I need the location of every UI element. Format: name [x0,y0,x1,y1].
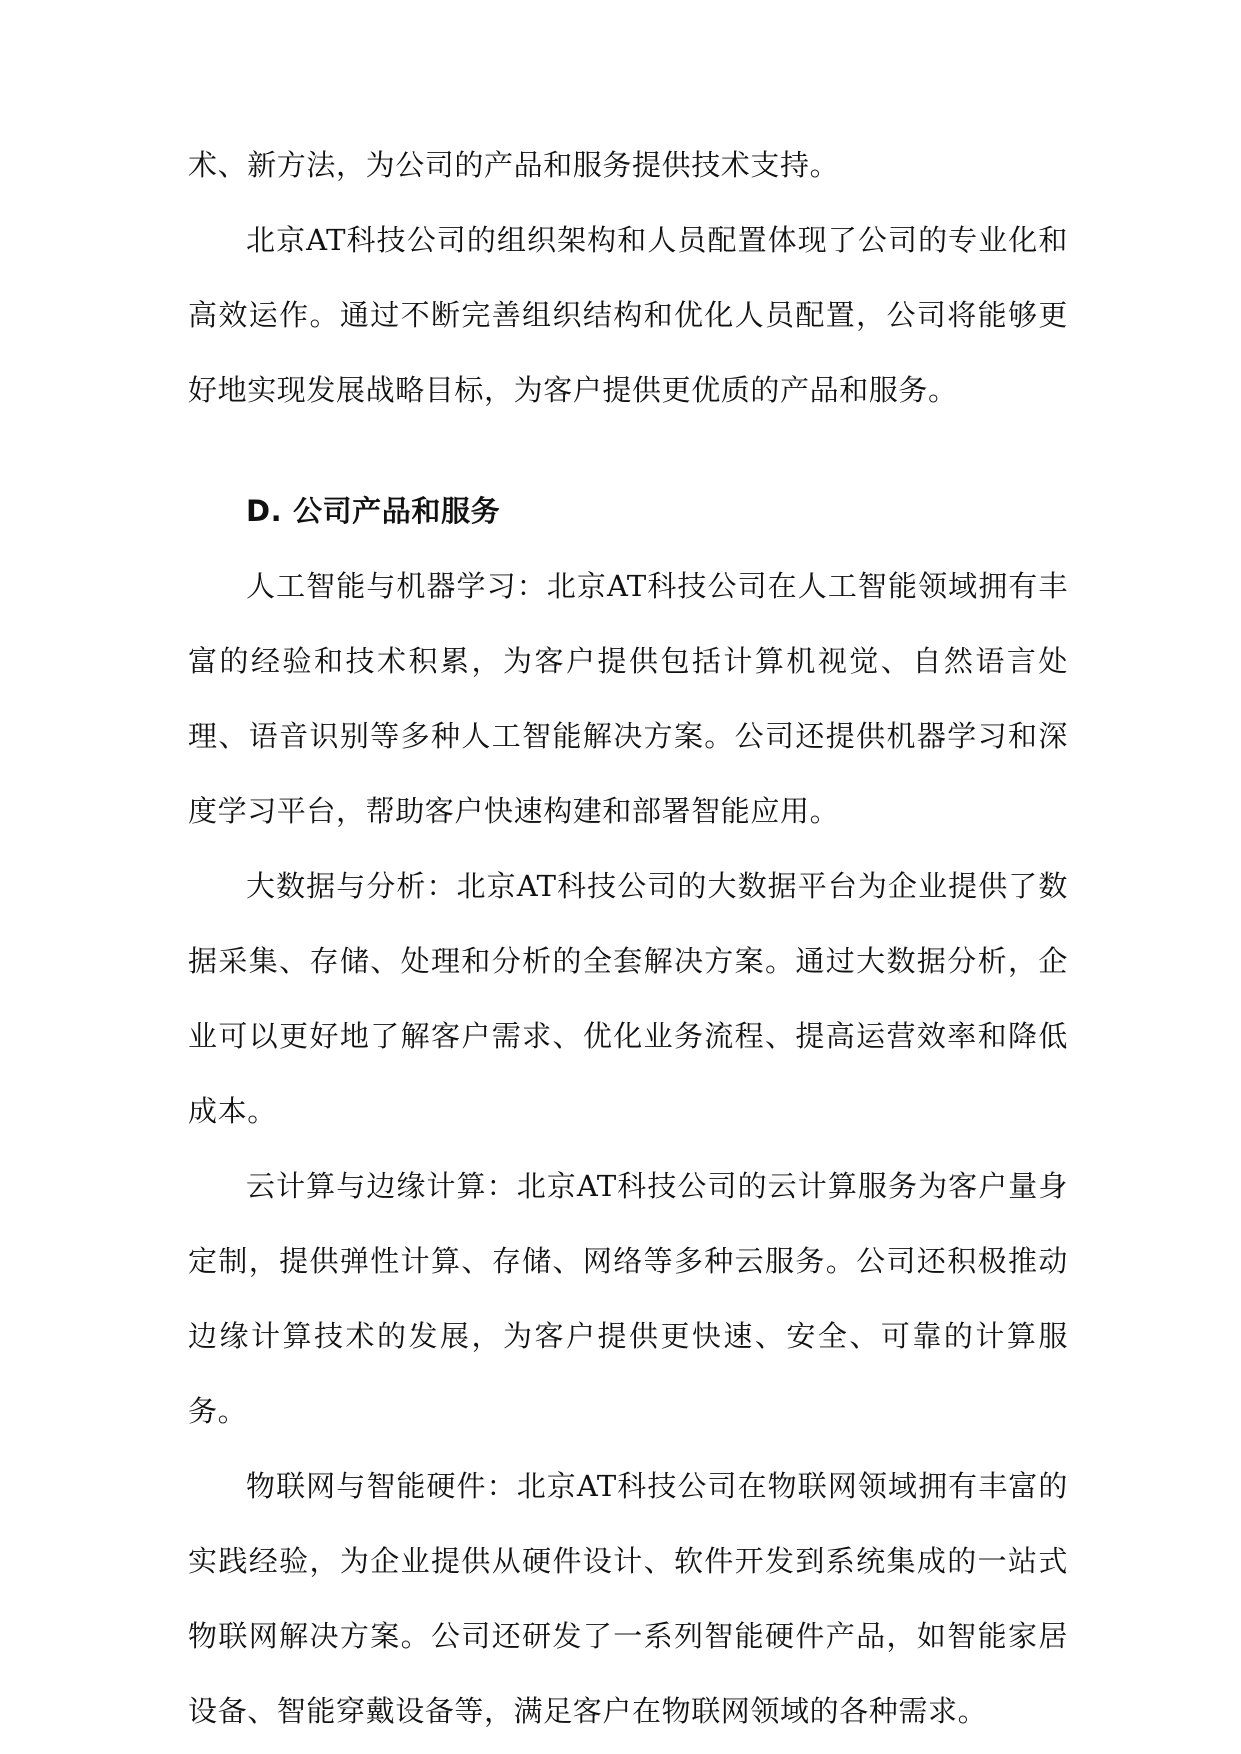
paragraph-iot: 物联网与智能硬件：北京AT科技公司在物联网领域拥有丰富的实践经验，为企业提供从硬件设计、软件开发到系统集成的一站式物联网解决方案。公司还研发了一系列智能硬件产品，如智能家居设备、智能穿戴设备等，满足客户在物联网领域的各种需求。 [188,1469,1068,1728]
continuation-paragraph: 术、新方法，为公司的产品和服务提供技术支持。 [188,148,840,182]
document-body [188,128,1068,1749]
paragraph-cloud: 云计算与边缘计算：北京AT科技公司的云计算服务为客户量身定制，提供弹性计算、存储、网络等多种云服务。公司还积极推动边缘计算技术的发展，为客户提供更快速、安全、可靠的计算服务。 [188,1169,1068,1428]
summary-paragraph: 北京AT科技公司的组织架构和人员配置体现了公司的专业化和高效运作。通过不断完善组织结构和优化人员配置，公司将能够更好地实现发展战略目标，为客户提供更优质的产品和服务。 [188,223,1068,407]
section-heading: D. 公司产品和服务 [246,494,501,528]
paragraph-big-data: 大数据与分析：北京AT科技公司的大数据平台为企业提供了数据采集、存储、处理和分析的全套解决方案。通过大数据分析，企业可以更好地了解客户需求、优化业务流程、提高运营效率和降低成本。 [188,869,1068,1128]
paragraph-ai: 人工智能与机器学习：北京AT科技公司在人工智能领域拥有丰富的经验和技术积累，为客户提供包括计算机视觉、自然语言处理、语音识别等多种人工智能解决方案。公司还提供机器学习和深度学习平台，帮助客户快速构建和部署智能应用。 [188,569,1068,828]
